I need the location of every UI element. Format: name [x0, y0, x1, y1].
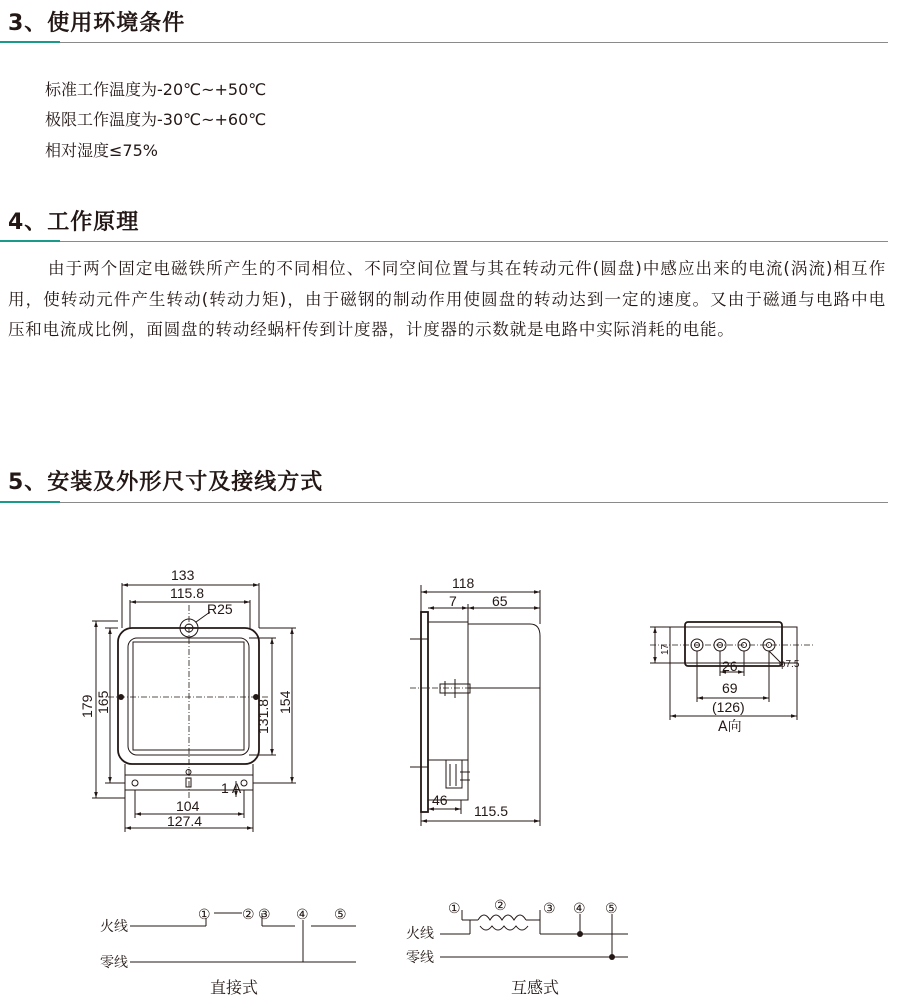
label-1a: 1 A	[221, 780, 242, 796]
wiring-ct-diagram	[406, 897, 628, 997]
front-glass	[133, 642, 244, 750]
dim-104: 104	[176, 798, 200, 814]
dim-133: 133	[171, 567, 195, 583]
working-principle-paragraph: 由于两个固定电磁铁所产生的不同相位、不同空间位置与其在转动元件(圆盘)中感应出来的电流(涡流)相互作用，使转动元件产生转动(转动力矩)，由于磁钢的制动作用使圆盘的转动达到一定的速度。又由于磁通与电路中电压和电流成比例，面圆盘的转动经蜗杆传到计度器，计度器的示数就是电路中实际消耗的电能。	[8, 259, 886, 339]
a-view-label: A向	[718, 719, 742, 735]
dim-65: 65	[492, 593, 508, 609]
dim-126: (126)	[712, 699, 745, 715]
section-5-title: 5、安装及外形尺寸及接线方式	[8, 470, 324, 495]
ct-terminal-3: ③	[543, 900, 556, 916]
direct-live-label: 火线	[100, 919, 128, 935]
direct-caption: 直接式	[210, 978, 259, 997]
dim-154: 154	[277, 690, 293, 714]
side-view-drawing	[410, 575, 540, 826]
dim-69: 69	[722, 680, 738, 696]
ct-neutral-label: 零线	[406, 950, 434, 966]
dim-7: 7	[449, 593, 457, 609]
ct-terminal-2: ②	[494, 897, 507, 913]
ct-caption: 互感式	[511, 978, 560, 997]
ct-live-label: 火线	[406, 926, 434, 942]
section-3-title: 3、使用环境条件	[8, 11, 186, 36]
direct-terminal-4: ④	[296, 906, 309, 922]
env-condition-limit-temp: 极限工作温度为-30℃~+60℃	[45, 110, 267, 129]
env-condition-standard-temp: 标准工作温度为-20℃~+50℃	[45, 80, 267, 99]
dim-165: 165	[95, 690, 111, 714]
ct-terminal-5: ⑤	[605, 900, 618, 916]
dim-17: 17	[660, 643, 671, 655]
dim-phi-7-5: φ7.5	[779, 659, 800, 670]
dim-46: 46	[432, 792, 448, 808]
side-cover	[468, 624, 540, 688]
direct-terminal-5: ⑤	[334, 906, 347, 922]
direct-terminal-3: ③	[258, 906, 271, 922]
env-condition-humidity: 相对湿度≤75%	[45, 141, 158, 160]
dim-118: 118	[452, 575, 475, 591]
terminal-a-view-drawing	[650, 622, 815, 735]
ct-terminal-4: ④	[573, 900, 586, 916]
direct-neutral-label: 零线	[100, 955, 128, 971]
dim-179: 179	[79, 694, 95, 718]
dim-115-5: 115.5	[474, 803, 508, 819]
front-view-drawing	[79, 567, 296, 832]
dim-127-4: 127.4	[167, 813, 203, 829]
ct-coil	[478, 915, 526, 920]
dim-r25: R25	[207, 601, 233, 617]
direct-terminal-1: ①	[198, 906, 211, 922]
dim-26: 26	[722, 658, 738, 674]
wiring-direct-diagram	[100, 906, 356, 997]
dim-115-8: 115.8	[170, 585, 204, 601]
front-inner-window	[128, 638, 249, 755]
section-4-title: 4、工作原理	[8, 210, 140, 235]
side-back-plate	[421, 612, 428, 812]
ct-terminal-1: ①	[448, 900, 461, 916]
front-outer-housing	[118, 628, 259, 764]
dim-131-8: 131.8	[255, 698, 271, 734]
direct-terminal-2: ②	[242, 906, 255, 922]
